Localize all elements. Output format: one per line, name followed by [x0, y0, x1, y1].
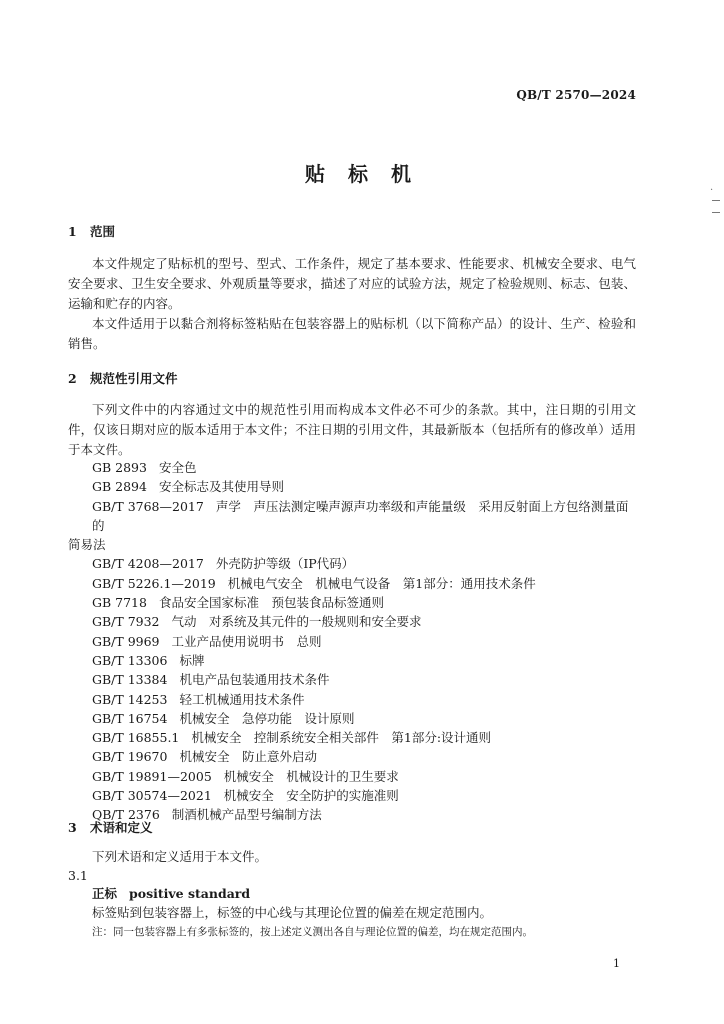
reference-item: GB/T 7932 气动 对系统及其元件的一般规则和安全要求 [92, 614, 422, 630]
section-2-heading: 2 规范性引用文件 [68, 371, 178, 386]
section-2-intro: 下列文件中的内容通过文中的规范性引用而构成本文件必不可少的条款。其中，注日期的引用文件，仅该日期对应的版本适用于本文件；不注日期的引用文件，其最新版本（包括所有的修改单）适用于本文件。 [68, 402, 636, 457]
reference-item: GB 7718 食品安全国家标准 预包装食品标签通则 [92, 595, 384, 611]
term-name: 正标 positive standard [92, 886, 251, 901]
reference-item: QB/T 2376 制酒机械产品型号编制方法 [92, 807, 322, 823]
reference-item-continuation: 简易法 [68, 537, 106, 553]
reference-item: GB/T 5226.1—2019 机械电气安全 机械电气设备 第1部分：通用技术条件 [92, 575, 536, 591]
edge-mark: · [710, 185, 714, 196]
term-definition: 标签贴到包装容器上，标签的中心线与其理论位置的偏差在规定范围内。 [92, 905, 493, 920]
section-1-paragraph-2: 本文件适用于以黏合剂将标签粘贴在包装容器上的贴标机（以下简称产品）的设计、生产、检验和销售。 [68, 316, 636, 351]
term-note: 注：同一包装容器上有多张标签的，按上述定义测出各自与理论位置的偏差，均在规定范围内。 [92, 926, 533, 938]
reference-item: GB/T 4208—2017 外壳防护等级（IP代码） [92, 556, 355, 572]
reference-item: GB/T 13306 标牌 [92, 652, 205, 668]
reference-item: GB/T 14253 轻工机械通用技术条件 [92, 691, 305, 707]
reference-item: GB/T 16855.1 机械安全 控制系统安全相关部件 第1部分:设计通则 [92, 730, 492, 746]
reference-item: GB/T 30574—2021 机械安全 安全防护的实施准则 [92, 788, 399, 804]
section-3-intro: 下列术语和定义适用于本文件。 [92, 849, 268, 864]
reference-item: GB/T 9969 工业产品使用说明书 总则 [92, 633, 322, 649]
reference-list [68, 458, 638, 825]
reference-item: GB 2893 安全色 [92, 460, 197, 475]
reference-item: GB/T 3768—2017 声学 声压法测定噪声源声功率级和声能量级 采用反射面上方包络测量面的 [92, 498, 629, 533]
reference-item: GB/T 13384 机电产品包装通用技术条件 [92, 672, 330, 688]
term-number: 3.1 [68, 868, 88, 883]
reference-item: GB 2894 安全标志及其使用导则 [92, 479, 284, 495]
document-title: 贴 标 机 [305, 162, 419, 186]
edge-mark-line [712, 200, 720, 201]
reference-item: GB/T 16754 机械安全 急停功能 设计原则 [92, 710, 355, 726]
reference-item: GB/T 19891—2005 机械安全 机械设计的卫生要求 [92, 768, 399, 784]
section-1-heading: 1 范围 [68, 224, 116, 239]
page-number: 1 [613, 957, 620, 970]
edge-mark-line [712, 212, 720, 213]
reference-item: GB/T 19670 机械安全 防止意外启动 [92, 749, 317, 765]
section-1-paragraph-1: 本文件规定了贴标机的型号、型式、工作条件，规定了基本要求、性能要求、机械安全要求、电气安全要求、卫生安全要求、外观质量等要求，描述了对应的试验方法，规定了检验规则、标志、包装、运输和贮存的内容。 [68, 256, 636, 311]
standard-code: QB/T 2570—2024 [516, 88, 636, 102]
section-3-heading: 3 术语和定义 [68, 820, 153, 835]
